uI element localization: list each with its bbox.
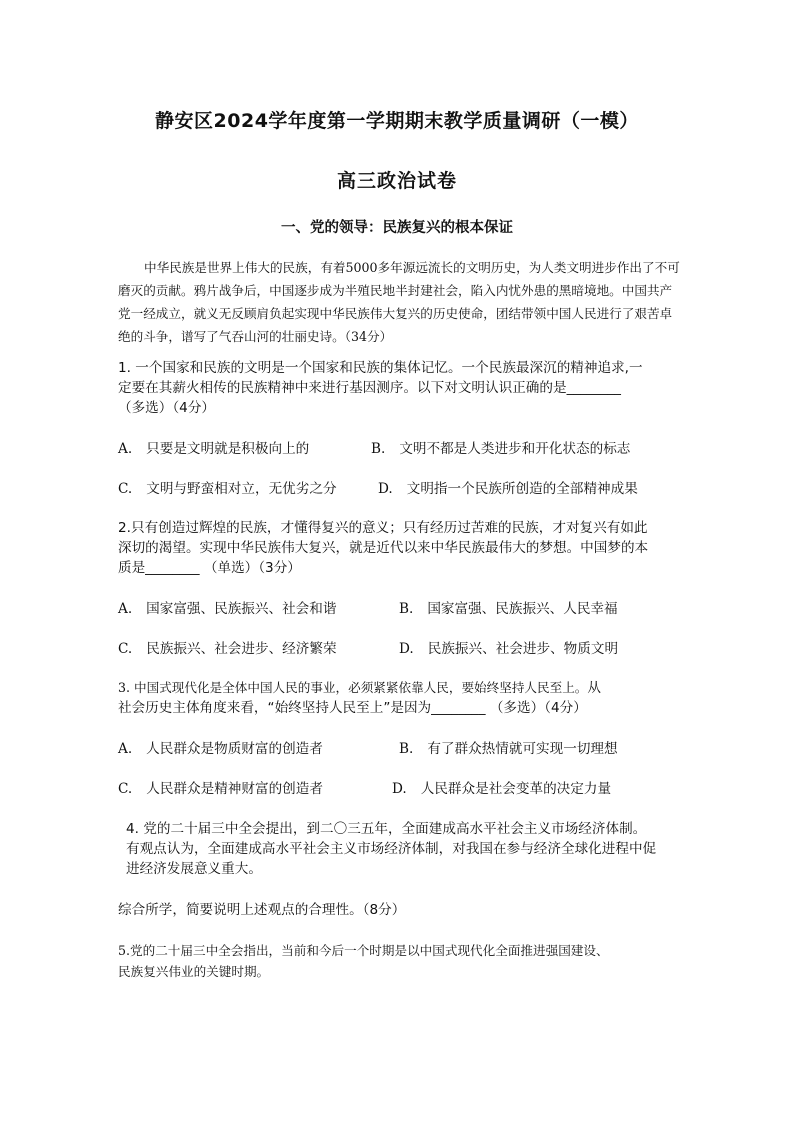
question-3-line-2: 社会历史主体角度来看，“始终坚持人民至上”是因为________ （多选）（4分） [118, 700, 587, 716]
question-2-option-c[interactable] [118, 639, 337, 659]
question-2-line-3: 质是________ （单选）（3分） [118, 560, 301, 576]
option-letter: C. [118, 781, 133, 797]
option-text: 人民群众是精神财富的创造者 [146, 781, 323, 797]
option-letter: D. [392, 781, 407, 797]
question-3-line-1-end: 从 [587, 680, 601, 696]
option-text: 人民群众是社会变革的决定力量 [420, 781, 612, 797]
question-4-line-1: 4. 党的二十届三中全会提出，到二〇三五年，全面建成高水平社会主义市场经济体制。 [126, 821, 647, 837]
option-letter: B. [399, 601, 414, 617]
question-5-line-2: 民族复兴伟业的关键时期。 [118, 964, 270, 979]
question-3-option-b[interactable] [399, 739, 618, 759]
option-letter: B. [399, 741, 414, 757]
question-1-stem [118, 358, 680, 418]
question-1-option-c[interactable] [118, 479, 337, 499]
option-text: 文明与野蛮相对立，无优劣之分 [146, 481, 337, 497]
option-letter: D. [399, 641, 414, 657]
option-text: 国家富强、民族振兴、社会和谐 [146, 601, 337, 617]
question-2-line-1: 2.只有创造过辉煌的民族，才懂得复兴的意义；只有经历过苦难的民族，才对复兴有如此 [118, 520, 648, 536]
option-text: 只要是文明就是积极向上的 [146, 441, 310, 457]
question-5-line-1: 5.党的二十届三中全会指出，当前和今后一个时期是以中国式现代化全面推进强国建设、 [118, 943, 609, 958]
question-2-option-d[interactable] [399, 639, 618, 659]
option-letter: A. [118, 601, 133, 617]
option-letter: C. [118, 641, 133, 657]
question-1-option-b[interactable] [371, 439, 630, 459]
option-text: 文明指一个民族所创造的全部精神成果 [406, 481, 638, 497]
question-4-stem [126, 819, 682, 879]
section-intro: 中华民族是世界上伟大的民族，有着5000多年源远流长的文明历史，为人类文明进步作出了不可磨灭的贡献。鸦片战争后，中国逐步成为半殖民地半封建社会，陷入内忧外患的黑暗境地。中国共产党一经成立，就义无反顾肩负起实现中华民族伟大复兴的历史使命，团结带领中国人民进行了艰苦卓绝的斗争，谱写了气吞山河的壮丽史诗。（34分） [118, 260, 680, 344]
question-3-stem [118, 678, 680, 718]
question-4-line-3: 进经济发展意义重大。 [126, 861, 262, 877]
option-text: 国家富强、民族振兴、人民幸福 [427, 601, 618, 617]
question-5-stem [118, 940, 680, 982]
exam-subtitle: 高三政治试卷 [336, 170, 457, 192]
exam-title: 静安区2024学年度第一学期期末教学质量调研（一模） [155, 110, 639, 132]
question-3-option-a[interactable] [118, 739, 323, 759]
question-4-task: 综合所学，简要说明上述观点的合理性。（8分） [118, 902, 406, 918]
question-1-line-2: 定要在其薪火相传的民族精神中来进行基因测序。以下对文明认识正确的是________ [118, 380, 621, 396]
question-1-option-d[interactable] [378, 479, 638, 499]
option-letter: A. [118, 441, 133, 457]
option-letter: D. [378, 481, 393, 497]
option-text: 人民群众是物质财富的创造者 [146, 741, 323, 757]
section-title: 一、党的领导：民族复兴的根本保证 [281, 220, 513, 236]
question-2-option-b[interactable] [399, 599, 618, 619]
option-text: 有了群众热情就可实现一切理想 [427, 741, 618, 757]
option-text: 民族振兴、社会进步、物质文明 [427, 641, 619, 657]
option-text: 文明不都是人类进步和开化状态的标志 [399, 441, 631, 457]
option-letter: B. [371, 441, 386, 457]
option-letter: C. [118, 481, 133, 497]
question-3-line-1-text: 3. 中国式现代化是全体中国人民的事业，必须紧紧依靠人民，要始终坚持人民至上。 [118, 680, 588, 695]
question-2-option-a[interactable] [118, 599, 336, 619]
question-3-option-d[interactable] [392, 779, 611, 799]
question-4-line-2: 有观点认为，全面建成高水平社会主义市场经济体制，对我国在参与经济全球化进程中促 [126, 841, 657, 857]
question-1-line-3: （多选）（4分） [118, 400, 216, 416]
question-3-line-1 [118, 678, 680, 698]
question-1-option-a[interactable] [118, 439, 309, 459]
question-3-option-c[interactable] [118, 779, 323, 799]
option-letter: A. [118, 741, 133, 757]
question-2-stem [118, 518, 680, 578]
question-2-line-2: 深切的渴望。实现中华民族伟大复兴，就是近代以来中华民族最伟大的梦想。中国梦的本 [118, 540, 649, 556]
option-text: 民族振兴、社会进步、经济繁荣 [146, 641, 337, 657]
question-1-line-1: 1. 一个国家和民族的文明是一个国家和民族的集体记忆。一个民族最深沉的精神追求,一 [118, 360, 643, 376]
